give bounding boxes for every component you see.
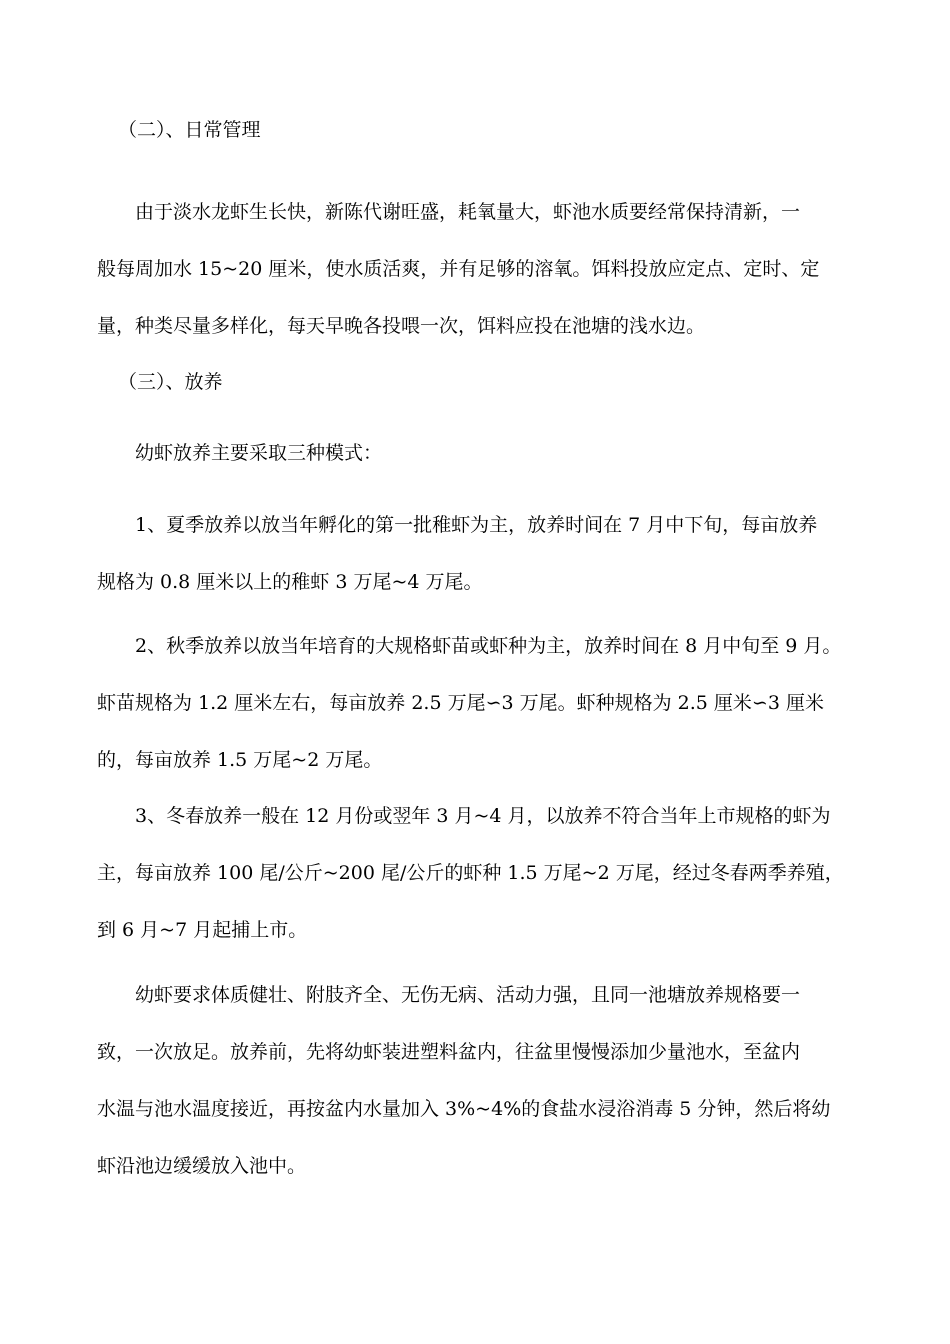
text-line: 的，每亩放养 1.5 万尾~2 万尾。 <box>97 749 383 771</box>
text-line: 般每周加水 15~20 厘米，使水质活爽，并有足够的溶氧。饵料投放应定点、定时、定 <box>97 258 820 280</box>
text-line: 水温与池水温度接近，再按盆内水量加入 3%~4%的食盐水浸浴消毒 5 分钟，然后将幼 <box>97 1098 831 1120</box>
text-line: 虾沿池边缓缓放入池中。 <box>97 1155 307 1177</box>
text-line: 幼虾放养主要采取三种模式： <box>135 442 383 464</box>
section-heading-stocking: （三）、放养 <box>118 371 223 393</box>
text-line: 3、冬春放养一般在 12 月份或翌年 3 月~4 月，以放养不符合当年上市规格的虾为 <box>135 805 831 827</box>
paragraph-summer-stocking <box>97 497 857 611</box>
text-line: 到 6 月~7 月起捕上市。 <box>97 919 308 941</box>
text-line: 幼虾要求体质健壮、附肢齐全、无伤无病、活动力强，且同一池塘放养规格要一 <box>135 984 801 1006</box>
text-line: 主，每亩放养 100 尾/公斤~200 尾/公斤的虾种 1.5 万尾~2 万尾，经过冬春两季养殖， <box>97 862 844 884</box>
text-line: 1、夏季放养以放当年孵化的第一批稚虾为主，放养时间在 7 月中下旬，每亩放养 <box>135 514 818 536</box>
text-line: 虾苗规格为 1.2 厘米左右，每亩放养 2.5 万尾∽3 万尾。虾种规格为 2.5 厘米∽3 厘米 <box>97 692 824 714</box>
text-line: 规格为 0.8 厘米以上的稚虾 3 万尾~4 万尾。 <box>97 571 483 593</box>
text-line: 2、秋季放养以放当年培育的大规格虾苗或虾种为主，放养时间在 8 月中旬至 9 月。 <box>135 635 842 657</box>
text-line: 量，种类尽量多样化，每天早晚各投喂一次，饵料应投在池塘的浅水边。 <box>97 315 706 337</box>
paragraph-daily-management <box>97 184 857 355</box>
paragraph-juvenile-requirements <box>97 967 857 1195</box>
text-line: 由于淡水龙虾生长快，新陈代谢旺盛，耗氧量大，虾池水质要经常保持清新，一 <box>135 201 801 223</box>
section-heading-daily-management: （二）、日常管理 <box>118 119 261 141</box>
paragraph-stocking-intro <box>97 425 857 482</box>
paragraph-winter-spring-stocking <box>97 788 857 959</box>
text-line: 致，一次放足。放养前，先将幼虾装进塑料盆内，往盆里慢慢添加少量池水，至盆内 <box>97 1041 801 1063</box>
paragraph-autumn-stocking <box>97 618 857 789</box>
